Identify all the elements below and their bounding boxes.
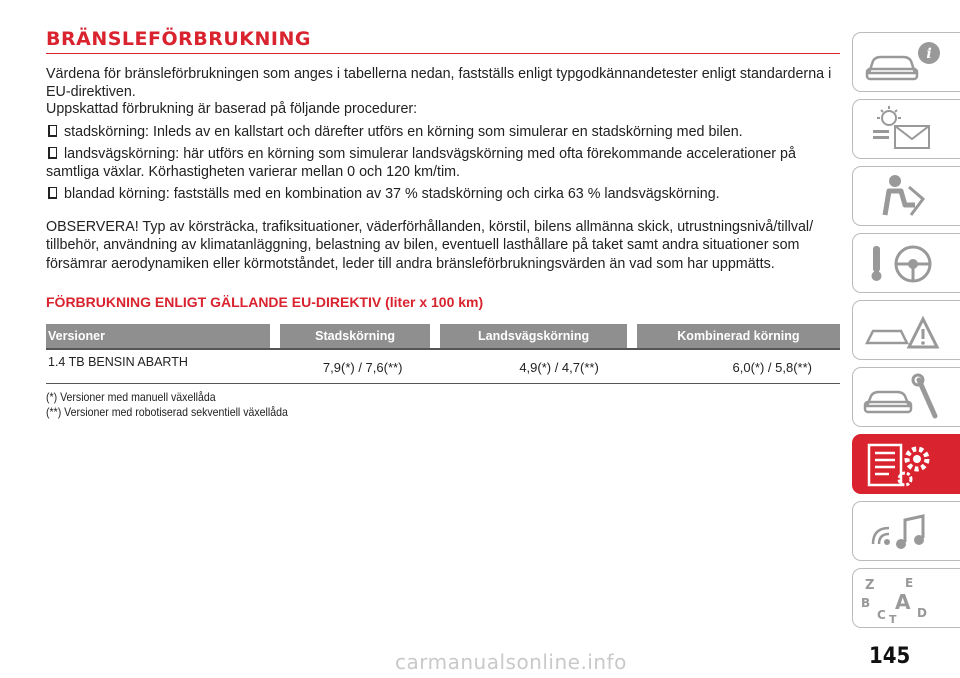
highway-value-cell: 4,9(*) / 4,7(**) [430,348,626,384]
svg-text:T: T [889,613,897,623]
tab-emergency[interactable] [852,300,960,360]
tab-safety[interactable] [852,166,960,226]
note-paragraph: OBSERVERA! Typ av körsträcka, trafiksituationer, väderförhållanden, körstil, bilens allmänna skick, utrustningsnivå/tillval/ tillbehör, användning av klimatanläggning, belastning av bilen, eventuell lasthållare på taket samt andra situationer som försämrar aerodynamiken eller körmotståndet, leder till andra bränsleförbrukningsvärden än vad som har uppmätts. [46,218,814,272]
svg-text:E: E [905,576,914,590]
svg-text:B: B [861,596,871,610]
page-number: 145 [869,644,911,669]
technical-data-icon [859,439,949,489]
intro-paragraph: Uppskattad förbrukning är baserad på följande procedurer: [46,101,418,117]
column-header-highway: Landsvägskörning [440,324,626,348]
tab-dashboard-lights[interactable] [852,99,960,159]
svg-text:D: D [917,606,927,620]
car-info-icon [859,37,949,87]
svg-text:Z: Z [865,578,875,593]
list-item [46,124,840,142]
table-row [46,348,840,384]
tab-car-info[interactable] [852,32,960,92]
column-header-versions: Versioner [46,324,270,348]
list-item-text: blandad körning: fastställs med en kombination av 37 % stadskörning och cirka 63 % landsvägskörning. [64,186,720,202]
seat-safety-icon [859,171,949,221]
warning-triangle-car-icon [859,305,949,355]
chapter-tabs [852,32,960,635]
footnotes [46,390,745,420]
svg-text:i: i [926,46,932,62]
list-item-text: stadskörning: Inleds av en kallstart och därefter utförs en körning som simulerar en stadskörning med bilen. [64,123,743,140]
column-header-combined: Kombinerad körning [637,324,840,348]
page-content [46,28,840,420]
tab-technical-data[interactable] [852,434,960,494]
city-value-cell: 7,9(*) / 7,6(**) [270,348,431,384]
footnote: (**) Versioner med robotiserad sekventiell växellåda [46,405,288,419]
tab-maintenance[interactable] [852,367,960,427]
intro-text [46,66,840,119]
checkbox-bullet-icon [48,147,57,159]
tab-multimedia[interactable] [852,501,960,561]
intro-paragraph: Värdena för bränsleförbrukningen som anges i tabellerna nedan, fastställs enligt typgodkännandetester enligt standarderna i EU-direktiven. [46,66,832,100]
steering-wheel-icon [859,238,949,288]
svg-text:A: A [895,590,911,614]
alphabetical-index-icon [859,573,949,623]
watermark: carmanualsonline.info [395,650,627,674]
page-title: BRÄNSLEFÖRBRUKNING [46,28,840,54]
version-cell: 1.4 TB BENSIN ABARTH [46,348,270,384]
checkbox-bullet-icon [48,125,57,137]
table-header-row [46,324,840,348]
combined-value-cell: 6,0(*) / 5,8(**) [627,348,840,384]
dashboard-lights-icon [859,104,949,154]
car-maintenance-icon [859,372,949,422]
consumption-table [46,324,840,384]
list-item [46,146,840,181]
procedure-list [46,124,840,204]
tab-starting-driving[interactable] [852,233,960,293]
checkbox-bullet-icon [48,187,57,199]
multimedia-icon [859,506,949,556]
table-heading: FÖRBRUKNING ENLIGT GÄLLANDE EU-DIREKTIV (liter x 100 km) [46,294,484,310]
list-item [46,186,840,204]
column-header-city: Stadskörning [280,324,431,348]
svg-text:C: C [877,608,886,622]
tab-index[interactable] [852,568,960,628]
list-item-text: landsvägskörning: här utförs en körning som simulerar landsvägskörning med ofta förekommande accelerationer på samtliga växlar. Körhastigheten varierar mellan 0 och 120 km/tim. [46,146,796,180]
footnote: (*) Versioner med manuell växellåda [46,390,216,404]
